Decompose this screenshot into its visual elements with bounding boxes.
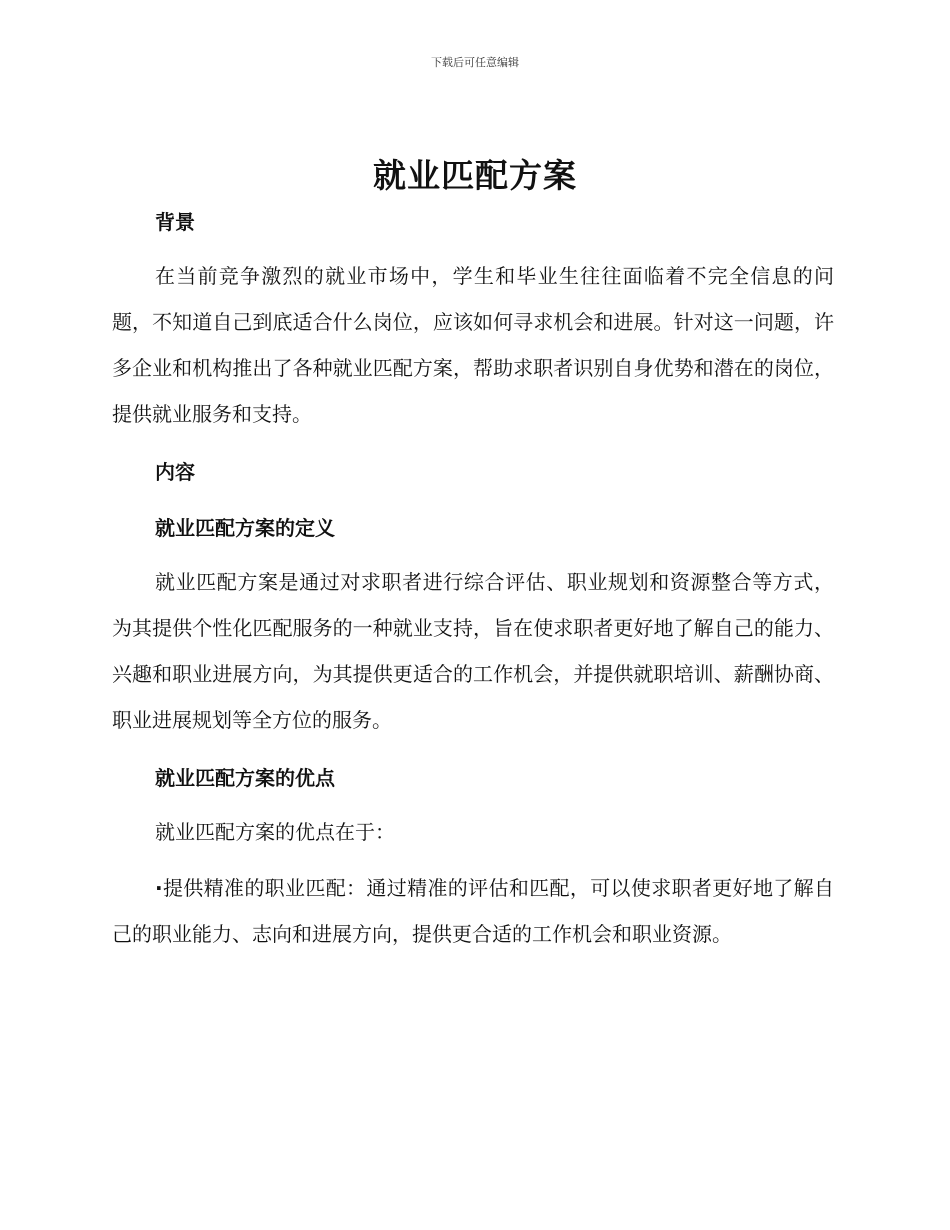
advantages-heading: 就业匹配方案的优点	[155, 766, 335, 790]
definition-heading: 就业匹配方案的定义	[155, 516, 335, 540]
document-body	[112, 201, 834, 957]
bullet-item	[112, 865, 834, 957]
document-title: 就业匹配方案	[373, 156, 577, 195]
header-note: 下载后可任意编辑	[431, 56, 519, 69]
definition-paragraph: 就业匹配方案是通过对求职者进行综合评估、职业规划和资源整合等方式，为其提供个性化匹配服务的一种就业支持，旨在使求职者更好地了解自己的能力、兴趣和职业进展方向，为其提供更适合的工作机会，并提供就职培训、薪酬协商、职业进展规划等全方位的服务。	[112, 570, 834, 732]
bullet-text: 提供精准的职业匹配：通过精准的评估和匹配，可以使求职者更好地了解自己的职业能力、志向和进展方向，提供更合适的工作机会和职业资源。	[112, 876, 834, 946]
background-paragraph: 在当前竞争激烈的就业市场中，学生和毕业生往往面临着不完全信息的问题，不知道自己到底适合什么岗位，应该如何寻求机会和进展。针对这一问题，许多企业和机构推出了各种就业匹配方案，帮助求职者识别自身优势和潜在的岗位，提供就业服务和支持。	[112, 264, 834, 426]
advantages-intro: 就业匹配方案的优点在于：	[155, 820, 395, 844]
background-heading: 背景	[155, 210, 195, 234]
content-heading: 内容	[155, 460, 195, 484]
bullet-marker: ·	[155, 876, 163, 900]
